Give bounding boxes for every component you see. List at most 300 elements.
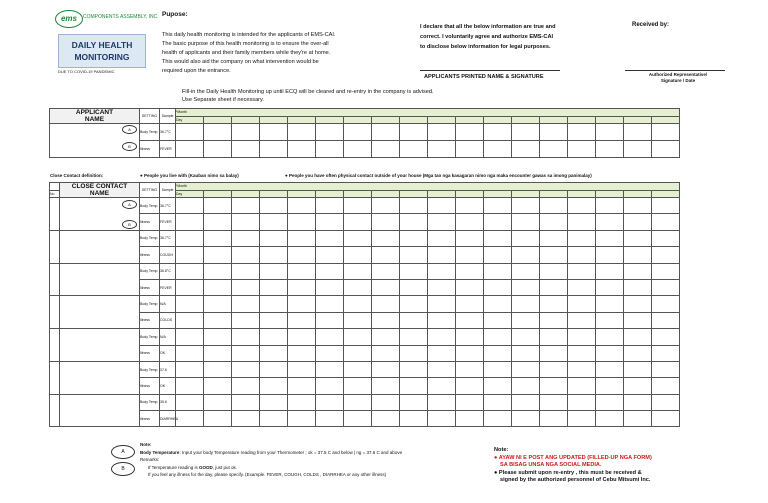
- day-cell[interactable]: [624, 116, 652, 124]
- entry-cell[interactable]: [260, 361, 288, 377]
- day-cell[interactable]: [540, 190, 568, 198]
- entry-cell[interactable]: [652, 124, 680, 141]
- entry-cell[interactable]: [176, 230, 204, 246]
- entry-cell[interactable]: [344, 329, 372, 345]
- entry-cell[interactable]: [176, 345, 204, 361]
- entry-cell[interactable]: [484, 247, 512, 263]
- entry-cell[interactable]: [596, 263, 624, 279]
- day-cell[interactable]: [568, 190, 596, 198]
- day-cell[interactable]: [316, 116, 344, 124]
- entry-cell[interactable]: [260, 394, 288, 410]
- entry-cell[interactable]: [400, 361, 428, 377]
- entry-cell[interactable]: [176, 247, 204, 263]
- entry-cell[interactable]: [624, 296, 652, 312]
- entry-cell[interactable]: [484, 345, 512, 361]
- entry-cell[interactable]: [540, 198, 568, 214]
- entry-cell[interactable]: [428, 230, 456, 246]
- entry-cell[interactable]: [372, 247, 400, 263]
- entry-cell[interactable]: [540, 378, 568, 394]
- entry-cell[interactable]: [512, 296, 540, 312]
- entry-cell[interactable]: [428, 279, 456, 295]
- entry-cell[interactable]: [400, 329, 428, 345]
- day-cell[interactable]: [624, 190, 652, 198]
- entry-cell[interactable]: [596, 394, 624, 410]
- entry-cell[interactable]: [596, 361, 624, 377]
- entry-cell[interactable]: [540, 361, 568, 377]
- entry-cell[interactable]: [428, 361, 456, 377]
- day-cell[interactable]: [428, 116, 456, 124]
- entry-cell[interactable]: [232, 230, 260, 246]
- entry-cell[interactable]: [540, 141, 568, 158]
- entry-cell[interactable]: [344, 198, 372, 214]
- entry-cell[interactable]: [456, 312, 484, 328]
- entry-cell[interactable]: [568, 312, 596, 328]
- entry-cell[interactable]: [596, 296, 624, 312]
- day-cell[interactable]: [204, 190, 232, 198]
- entry-cell[interactable]: [652, 361, 680, 377]
- entry-cell[interactable]: [428, 312, 456, 328]
- entry-cell[interactable]: [204, 279, 232, 295]
- entry-cell[interactable]: [624, 312, 652, 328]
- entry-cell[interactable]: [400, 279, 428, 295]
- entry-cell[interactable]: [624, 141, 652, 158]
- entry-cell[interactable]: [344, 247, 372, 263]
- entry-cell[interactable]: [484, 329, 512, 345]
- entry-cell[interactable]: [260, 345, 288, 361]
- entry-cell[interactable]: [344, 141, 372, 158]
- day-cell[interactable]: [456, 116, 484, 124]
- day-cell[interactable]: [484, 116, 512, 124]
- entry-cell[interactable]: [652, 141, 680, 158]
- day-cell[interactable]: [428, 190, 456, 198]
- day-cell[interactable]: [456, 190, 484, 198]
- entry-cell[interactable]: [176, 279, 204, 295]
- entry-cell[interactable]: [372, 124, 400, 141]
- entry-cell[interactable]: [176, 141, 204, 158]
- entry-cell[interactable]: [372, 345, 400, 361]
- day-cell[interactable]: [372, 116, 400, 124]
- entry-cell[interactable]: [316, 411, 344, 427]
- entry-cell[interactable]: [232, 361, 260, 377]
- entry-cell[interactable]: [372, 141, 400, 158]
- entry-cell[interactable]: [288, 378, 316, 394]
- entry-cell[interactable]: [428, 394, 456, 410]
- entry-cell[interactable]: [596, 411, 624, 427]
- entry-cell[interactable]: [260, 141, 288, 158]
- entry-cell[interactable]: [512, 312, 540, 328]
- contact-name-input[interactable]: [60, 329, 140, 362]
- entry-cell[interactable]: [316, 247, 344, 263]
- entry-cell[interactable]: [652, 214, 680, 230]
- entry-cell[interactable]: [428, 378, 456, 394]
- entry-cell[interactable]: [344, 230, 372, 246]
- entry-cell[interactable]: [316, 378, 344, 394]
- day-cell[interactable]: Day: [176, 116, 204, 124]
- entry-cell[interactable]: [624, 361, 652, 377]
- entry-cell[interactable]: [232, 329, 260, 345]
- entry-cell[interactable]: [652, 279, 680, 295]
- entry-cell[interactable]: [512, 279, 540, 295]
- entry-cell[interactable]: [344, 279, 372, 295]
- entry-cell[interactable]: [624, 329, 652, 345]
- entry-cell[interactable]: [316, 124, 344, 141]
- day-cell[interactable]: [540, 116, 568, 124]
- entry-cell[interactable]: [232, 214, 260, 230]
- entry-cell[interactable]: [540, 124, 568, 141]
- entry-cell[interactable]: [540, 296, 568, 312]
- entry-cell[interactable]: [512, 247, 540, 263]
- contact-name-input[interactable]: [60, 361, 140, 394]
- entry-cell[interactable]: [596, 279, 624, 295]
- entry-cell[interactable]: [484, 394, 512, 410]
- contact-no-cell[interactable]: [50, 394, 60, 427]
- entry-cell[interactable]: [624, 198, 652, 214]
- contact-no-cell[interactable]: [50, 361, 60, 394]
- day-cell[interactable]: [204, 116, 232, 124]
- entry-cell[interactable]: [260, 124, 288, 141]
- entry-cell[interactable]: [400, 378, 428, 394]
- entry-cell[interactable]: [456, 329, 484, 345]
- entry-cell[interactable]: [428, 345, 456, 361]
- entry-cell[interactable]: [260, 329, 288, 345]
- entry-cell[interactable]: [288, 279, 316, 295]
- entry-cell[interactable]: [596, 247, 624, 263]
- entry-cell[interactable]: [260, 296, 288, 312]
- entry-cell[interactable]: [400, 394, 428, 410]
- entry-cell[interactable]: [428, 247, 456, 263]
- entry-cell[interactable]: [624, 247, 652, 263]
- entry-cell[interactable]: [456, 361, 484, 377]
- entry-cell[interactable]: [344, 263, 372, 279]
- entry-cell[interactable]: [288, 214, 316, 230]
- entry-cell[interactable]: [176, 329, 204, 345]
- entry-cell[interactable]: [344, 124, 372, 141]
- day-cell[interactable]: [260, 190, 288, 198]
- entry-cell[interactable]: [652, 263, 680, 279]
- entry-cell[interactable]: [456, 378, 484, 394]
- entry-cell[interactable]: [624, 124, 652, 141]
- day-cell[interactable]: Day: [176, 190, 204, 198]
- entry-cell[interactable]: [652, 394, 680, 410]
- entry-cell[interactable]: [316, 141, 344, 158]
- entry-cell[interactable]: [484, 411, 512, 427]
- contact-name-input[interactable]: [60, 230, 140, 263]
- entry-cell[interactable]: [568, 361, 596, 377]
- entry-cell[interactable]: [400, 214, 428, 230]
- entry-cell[interactable]: [372, 361, 400, 377]
- day-cell[interactable]: [288, 116, 316, 124]
- day-cell[interactable]: [232, 116, 260, 124]
- entry-cell[interactable]: [400, 198, 428, 214]
- contact-name-input[interactable]: [60, 296, 140, 329]
- entry-cell[interactable]: [344, 296, 372, 312]
- entry-cell[interactable]: [428, 263, 456, 279]
- day-cell[interactable]: [512, 190, 540, 198]
- entry-cell[interactable]: [372, 296, 400, 312]
- entry-cell[interactable]: [372, 394, 400, 410]
- entry-cell[interactable]: [540, 411, 568, 427]
- entry-cell[interactable]: [288, 411, 316, 427]
- entry-cell[interactable]: [456, 394, 484, 410]
- entry-cell[interactable]: [260, 214, 288, 230]
- entry-cell[interactable]: [512, 263, 540, 279]
- entry-cell[interactable]: [204, 247, 232, 263]
- entry-cell[interactable]: [484, 141, 512, 158]
- entry-cell[interactable]: [456, 124, 484, 141]
- entry-cell[interactable]: [568, 263, 596, 279]
- entry-cell[interactable]: [232, 296, 260, 312]
- entry-cell[interactable]: [316, 329, 344, 345]
- entry-cell[interactable]: [484, 378, 512, 394]
- entry-cell[interactable]: [344, 312, 372, 328]
- entry-cell[interactable]: [428, 141, 456, 158]
- entry-cell[interactable]: [540, 394, 568, 410]
- entry-cell[interactable]: [344, 411, 372, 427]
- entry-cell[interactable]: [652, 345, 680, 361]
- entry-cell[interactable]: [568, 378, 596, 394]
- entry-cell[interactable]: [624, 378, 652, 394]
- entry-cell[interactable]: [288, 312, 316, 328]
- entry-cell[interactable]: [344, 394, 372, 410]
- entry-cell[interactable]: [652, 312, 680, 328]
- entry-cell[interactable]: [624, 394, 652, 410]
- contact-no-cell[interactable]: [50, 230, 60, 263]
- entry-cell[interactable]: [204, 141, 232, 158]
- entry-cell[interactable]: [316, 279, 344, 295]
- day-cell[interactable]: [596, 190, 624, 198]
- entry-cell[interactable]: [372, 378, 400, 394]
- entry-cell[interactable]: [288, 198, 316, 214]
- entry-cell[interactable]: [260, 279, 288, 295]
- entry-cell[interactable]: [204, 124, 232, 141]
- entry-cell[interactable]: [288, 263, 316, 279]
- entry-cell[interactable]: [624, 345, 652, 361]
- day-cell[interactable]: [652, 116, 680, 124]
- day-cell[interactable]: [400, 190, 428, 198]
- entry-cell[interactable]: [652, 198, 680, 214]
- entry-cell[interactable]: [372, 214, 400, 230]
- entry-cell[interactable]: [232, 198, 260, 214]
- entry-cell[interactable]: [204, 312, 232, 328]
- entry-cell[interactable]: [512, 329, 540, 345]
- entry-cell[interactable]: [232, 263, 260, 279]
- entry-cell[interactable]: [428, 329, 456, 345]
- entry-cell[interactable]: [624, 411, 652, 427]
- entry-cell[interactable]: [344, 378, 372, 394]
- entry-cell[interactable]: [540, 329, 568, 345]
- entry-cell[interactable]: [232, 247, 260, 263]
- entry-cell[interactable]: [176, 394, 204, 410]
- entry-cell[interactable]: [456, 263, 484, 279]
- entry-cell[interactable]: [260, 247, 288, 263]
- day-cell[interactable]: [316, 190, 344, 198]
- entry-cell[interactable]: [372, 279, 400, 295]
- entry-cell[interactable]: [428, 214, 456, 230]
- entry-cell[interactable]: [624, 214, 652, 230]
- day-cell[interactable]: [512, 116, 540, 124]
- entry-cell[interactable]: [512, 124, 540, 141]
- day-cell[interactable]: [400, 116, 428, 124]
- entry-cell[interactable]: [456, 411, 484, 427]
- entry-cell[interactable]: [232, 345, 260, 361]
- entry-cell[interactable]: [484, 214, 512, 230]
- entry-cell[interactable]: [204, 329, 232, 345]
- entry-cell[interactable]: [596, 312, 624, 328]
- entry-cell[interactable]: [232, 312, 260, 328]
- entry-cell[interactable]: [540, 279, 568, 295]
- entry-cell[interactable]: [568, 329, 596, 345]
- entry-cell[interactable]: [400, 312, 428, 328]
- entry-cell[interactable]: [652, 411, 680, 427]
- entry-cell[interactable]: [512, 198, 540, 214]
- day-cell[interactable]: [372, 190, 400, 198]
- contact-name-input[interactable]: [60, 263, 140, 296]
- entry-cell[interactable]: [624, 230, 652, 246]
- entry-cell[interactable]: [428, 198, 456, 214]
- day-cell[interactable]: [344, 116, 372, 124]
- entry-cell[interactable]: [316, 263, 344, 279]
- entry-cell[interactable]: [316, 296, 344, 312]
- entry-cell[interactable]: [232, 124, 260, 141]
- entry-cell[interactable]: [512, 345, 540, 361]
- entry-cell[interactable]: [456, 247, 484, 263]
- entry-cell[interactable]: [484, 198, 512, 214]
- entry-cell[interactable]: [204, 198, 232, 214]
- entry-cell[interactable]: [260, 230, 288, 246]
- entry-cell[interactable]: [596, 214, 624, 230]
- entry-cell[interactable]: [204, 378, 232, 394]
- entry-cell[interactable]: [568, 279, 596, 295]
- entry-cell[interactable]: [316, 312, 344, 328]
- entry-cell[interactable]: [512, 394, 540, 410]
- entry-cell[interactable]: [652, 296, 680, 312]
- entry-cell[interactable]: [288, 329, 316, 345]
- entry-cell[interactable]: [400, 345, 428, 361]
- entry-cell[interactable]: [596, 378, 624, 394]
- entry-cell[interactable]: [568, 394, 596, 410]
- entry-cell[interactable]: [176, 198, 204, 214]
- entry-cell[interactable]: [484, 279, 512, 295]
- entry-cell[interactable]: [512, 361, 540, 377]
- entry-cell[interactable]: [456, 345, 484, 361]
- entry-cell[interactable]: [288, 345, 316, 361]
- entry-cell[interactable]: [372, 263, 400, 279]
- entry-cell[interactable]: [568, 141, 596, 158]
- entry-cell[interactable]: [512, 411, 540, 427]
- entry-cell[interactable]: [568, 124, 596, 141]
- entry-cell[interactable]: [204, 361, 232, 377]
- entry-cell[interactable]: [428, 124, 456, 141]
- day-cell[interactable]: [232, 190, 260, 198]
- day-cell[interactable]: [260, 116, 288, 124]
- entry-cell[interactable]: [232, 394, 260, 410]
- contact-no-cell[interactable]: [50, 296, 60, 329]
- entry-cell[interactable]: [260, 411, 288, 427]
- entry-cell[interactable]: [232, 279, 260, 295]
- entry-cell[interactable]: [260, 378, 288, 394]
- entry-cell[interactable]: [400, 230, 428, 246]
- entry-cell[interactable]: [540, 345, 568, 361]
- day-cell[interactable]: [652, 190, 680, 198]
- entry-cell[interactable]: [372, 312, 400, 328]
- entry-cell[interactable]: [372, 411, 400, 427]
- entry-cell[interactable]: [232, 411, 260, 427]
- entry-cell[interactable]: [288, 230, 316, 246]
- entry-cell[interactable]: [624, 279, 652, 295]
- entry-cell[interactable]: [568, 230, 596, 246]
- entry-cell[interactable]: [484, 296, 512, 312]
- entry-cell[interactable]: [652, 230, 680, 246]
- entry-cell[interactable]: [596, 198, 624, 214]
- entry-cell[interactable]: [652, 378, 680, 394]
- entry-cell[interactable]: [400, 124, 428, 141]
- entry-cell[interactable]: [568, 247, 596, 263]
- entry-cell[interactable]: [176, 361, 204, 377]
- day-cell[interactable]: [596, 116, 624, 124]
- entry-cell[interactable]: [624, 263, 652, 279]
- entry-cell[interactable]: [288, 296, 316, 312]
- entry-cell[interactable]: [204, 230, 232, 246]
- entry-cell[interactable]: [344, 345, 372, 361]
- entry-cell[interactable]: [484, 230, 512, 246]
- entry-cell[interactable]: [456, 279, 484, 295]
- entry-cell[interactable]: [456, 230, 484, 246]
- day-cell[interactable]: [484, 190, 512, 198]
- entry-cell[interactable]: [288, 124, 316, 141]
- entry-cell[interactable]: [288, 247, 316, 263]
- entry-cell[interactable]: [456, 214, 484, 230]
- entry-cell[interactable]: [568, 296, 596, 312]
- entry-cell[interactable]: [316, 361, 344, 377]
- entry-cell[interactable]: [652, 247, 680, 263]
- entry-cell[interactable]: [260, 312, 288, 328]
- entry-cell[interactable]: [596, 329, 624, 345]
- contact-no-cell[interactable]: [50, 329, 60, 362]
- entry-cell[interactable]: [596, 141, 624, 158]
- entry-cell[interactable]: [400, 411, 428, 427]
- entry-cell[interactable]: [484, 124, 512, 141]
- entry-cell[interactable]: [176, 263, 204, 279]
- entry-cell[interactable]: [512, 230, 540, 246]
- entry-cell[interactable]: [288, 394, 316, 410]
- entry-cell[interactable]: [204, 394, 232, 410]
- contact-name-input[interactable]: [60, 394, 140, 427]
- entry-cell[interactable]: [176, 124, 204, 141]
- entry-cell[interactable]: [512, 378, 540, 394]
- entry-cell[interactable]: [596, 345, 624, 361]
- entry-cell[interactable]: [456, 296, 484, 312]
- entry-cell[interactable]: [204, 214, 232, 230]
- entry-cell[interactable]: [484, 263, 512, 279]
- entry-cell[interactable]: [316, 345, 344, 361]
- entry-cell[interactable]: [204, 411, 232, 427]
- entry-cell[interactable]: [288, 141, 316, 158]
- entry-cell[interactable]: [316, 214, 344, 230]
- entry-cell[interactable]: [204, 345, 232, 361]
- entry-cell[interactable]: [540, 312, 568, 328]
- entry-cell[interactable]: [568, 198, 596, 214]
- entry-cell[interactable]: [400, 247, 428, 263]
- entry-cell[interactable]: [316, 230, 344, 246]
- entry-cell[interactable]: [596, 124, 624, 141]
- entry-cell[interactable]: [512, 141, 540, 158]
- entry-cell[interactable]: [456, 198, 484, 214]
- day-cell[interactable]: [344, 190, 372, 198]
- contact-no-cell[interactable]: [50, 198, 60, 231]
- entry-cell[interactable]: [540, 247, 568, 263]
- entry-cell[interactable]: [316, 198, 344, 214]
- entry-cell[interactable]: [344, 214, 372, 230]
